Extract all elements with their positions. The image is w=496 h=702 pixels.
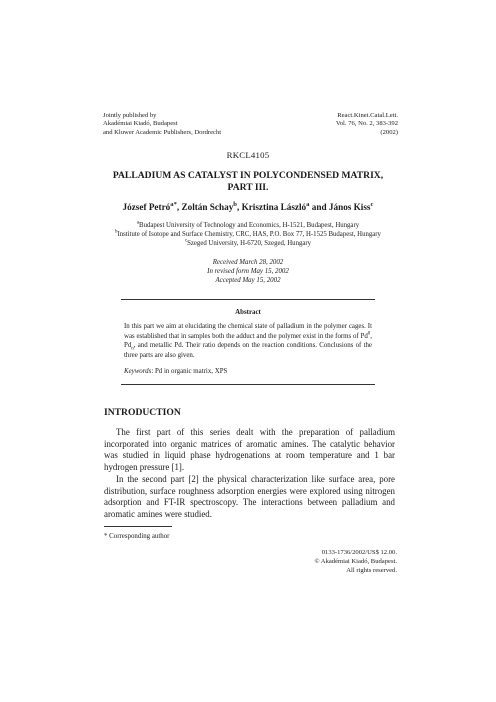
- author-name: József Petró: [122, 202, 171, 212]
- section-heading: INTRODUCTION: [104, 407, 181, 418]
- date-line: Accepted May 15, 2002: [215, 277, 281, 285]
- publisher-line: All rights reserved.: [346, 567, 397, 575]
- keywords: [124, 368, 372, 375]
- received-dates: [0, 258, 496, 286]
- publisher-line: 0133-1736/2002/US$ 12.00.: [321, 549, 397, 556]
- affiliation-text: Szeged University, H-6720, Szeged, Hungary: [187, 240, 312, 247]
- author-affil-mark: a: [170, 200, 174, 208]
- affiliation: [0, 221, 496, 230]
- author-affil-mark: a: [306, 200, 310, 208]
- author-conjunction: and: [309, 202, 329, 212]
- author-affil-mark: c: [370, 200, 374, 208]
- header-right-line: Vol. 76, No. 2, 383-392: [335, 120, 398, 128]
- journal-header-right: [300, 112, 398, 137]
- author-name: Zoltán Schay: [181, 202, 234, 212]
- abstract-superscript: 0: [367, 331, 371, 337]
- intro-body: [104, 427, 395, 521]
- affiliation-mark: c: [184, 238, 188, 244]
- author-separator: ,: [236, 202, 242, 212]
- author-affil-mark: b: [233, 200, 237, 208]
- abstract-heading: Abstract: [235, 309, 261, 316]
- author-name: Krisztina László: [241, 202, 307, 212]
- abstract-text-part: , Pd: [124, 332, 372, 349]
- affiliation: [0, 239, 496, 248]
- abstract-top-rule: [121, 299, 375, 300]
- title-line: PART III.: [227, 182, 269, 193]
- header-right-line: React.Kinet.Catal.Lett.: [337, 112, 398, 119]
- abstract-subscript: n: [131, 346, 134, 352]
- header-right-line: (2002): [380, 128, 398, 136]
- affiliation: [0, 230, 496, 239]
- body-paragraph: The first part of this series dealt with the preparation of palladium incorporated into organic matrices of aromatic amines. The catalytic behavior was studied in liquid phase hydrogenations at room temperature and 1 bar hydrogen pressure [1].: [104, 427, 395, 473]
- keywords-label: Keywords: [124, 368, 152, 375]
- abstract-bottom-rule: [121, 384, 375, 385]
- header-left-line: and Kluwer Academic Publishers, Dordrecht: [103, 128, 222, 136]
- abstract-text-part: In this part we aim at elucidating the chemical state of palladium in the polymer cages. It was established that in samples both the adduct and the polymer exist in the forms of Pd: [124, 323, 372, 340]
- keywords-text: : Pd in organic matrix, XPS: [151, 368, 228, 375]
- date-line: Received March 28, 2002: [212, 259, 284, 266]
- affiliation-text: Budapest University of Technology and Economics, H-1521, Budapest, Hungary: [139, 222, 360, 229]
- abstract-text: [124, 322, 372, 360]
- corresponding-mark: *: [173, 200, 177, 208]
- publisher-line: © Akadémiai Kiadó, Budapest.: [314, 558, 397, 566]
- affiliation-mark: b: [115, 229, 118, 235]
- footnote-rule: [104, 526, 172, 527]
- header-left-line: Jointly published by: [103, 112, 157, 119]
- author-list: [0, 202, 496, 212]
- journal-header-left: [103, 112, 283, 137]
- abstract-text-part: , and metallic Pd. Their ratio depends on the reaction conditions. Conclusions of the three parts are also given.: [124, 342, 372, 359]
- title-line: PALLADIUM AS CATALYST IN POLYCONDENSED MATRIX,: [112, 170, 384, 181]
- author-separator: ,: [176, 202, 182, 212]
- affiliation-text: Institute of Isotope and Surface Chemistry, CRC, HAS, P.O. Box 77, H-1525 Budapest, Hungary: [117, 231, 381, 238]
- body-paragraph: In the second part [2] the physical characterization like surface area, pore distribution, surface roughness adsorption energies were explored using nitrogen adsorption and FT-IR spectroscopy. The interactions between palladium and aromatic amines were studied.: [104, 473, 395, 519]
- affiliation-mark: a: [136, 220, 140, 226]
- footnote: * Corresponding author: [104, 533, 170, 540]
- date-line: In revised form May 15, 2002: [207, 268, 289, 276]
- header-left-line: Akadémiai Kiadó, Budapest: [103, 120, 178, 128]
- author-name: János Kiss: [328, 202, 371, 212]
- paper-title: [60, 170, 436, 194]
- publisher-info: [280, 548, 397, 576]
- article-code: RKCL4105: [226, 150, 270, 160]
